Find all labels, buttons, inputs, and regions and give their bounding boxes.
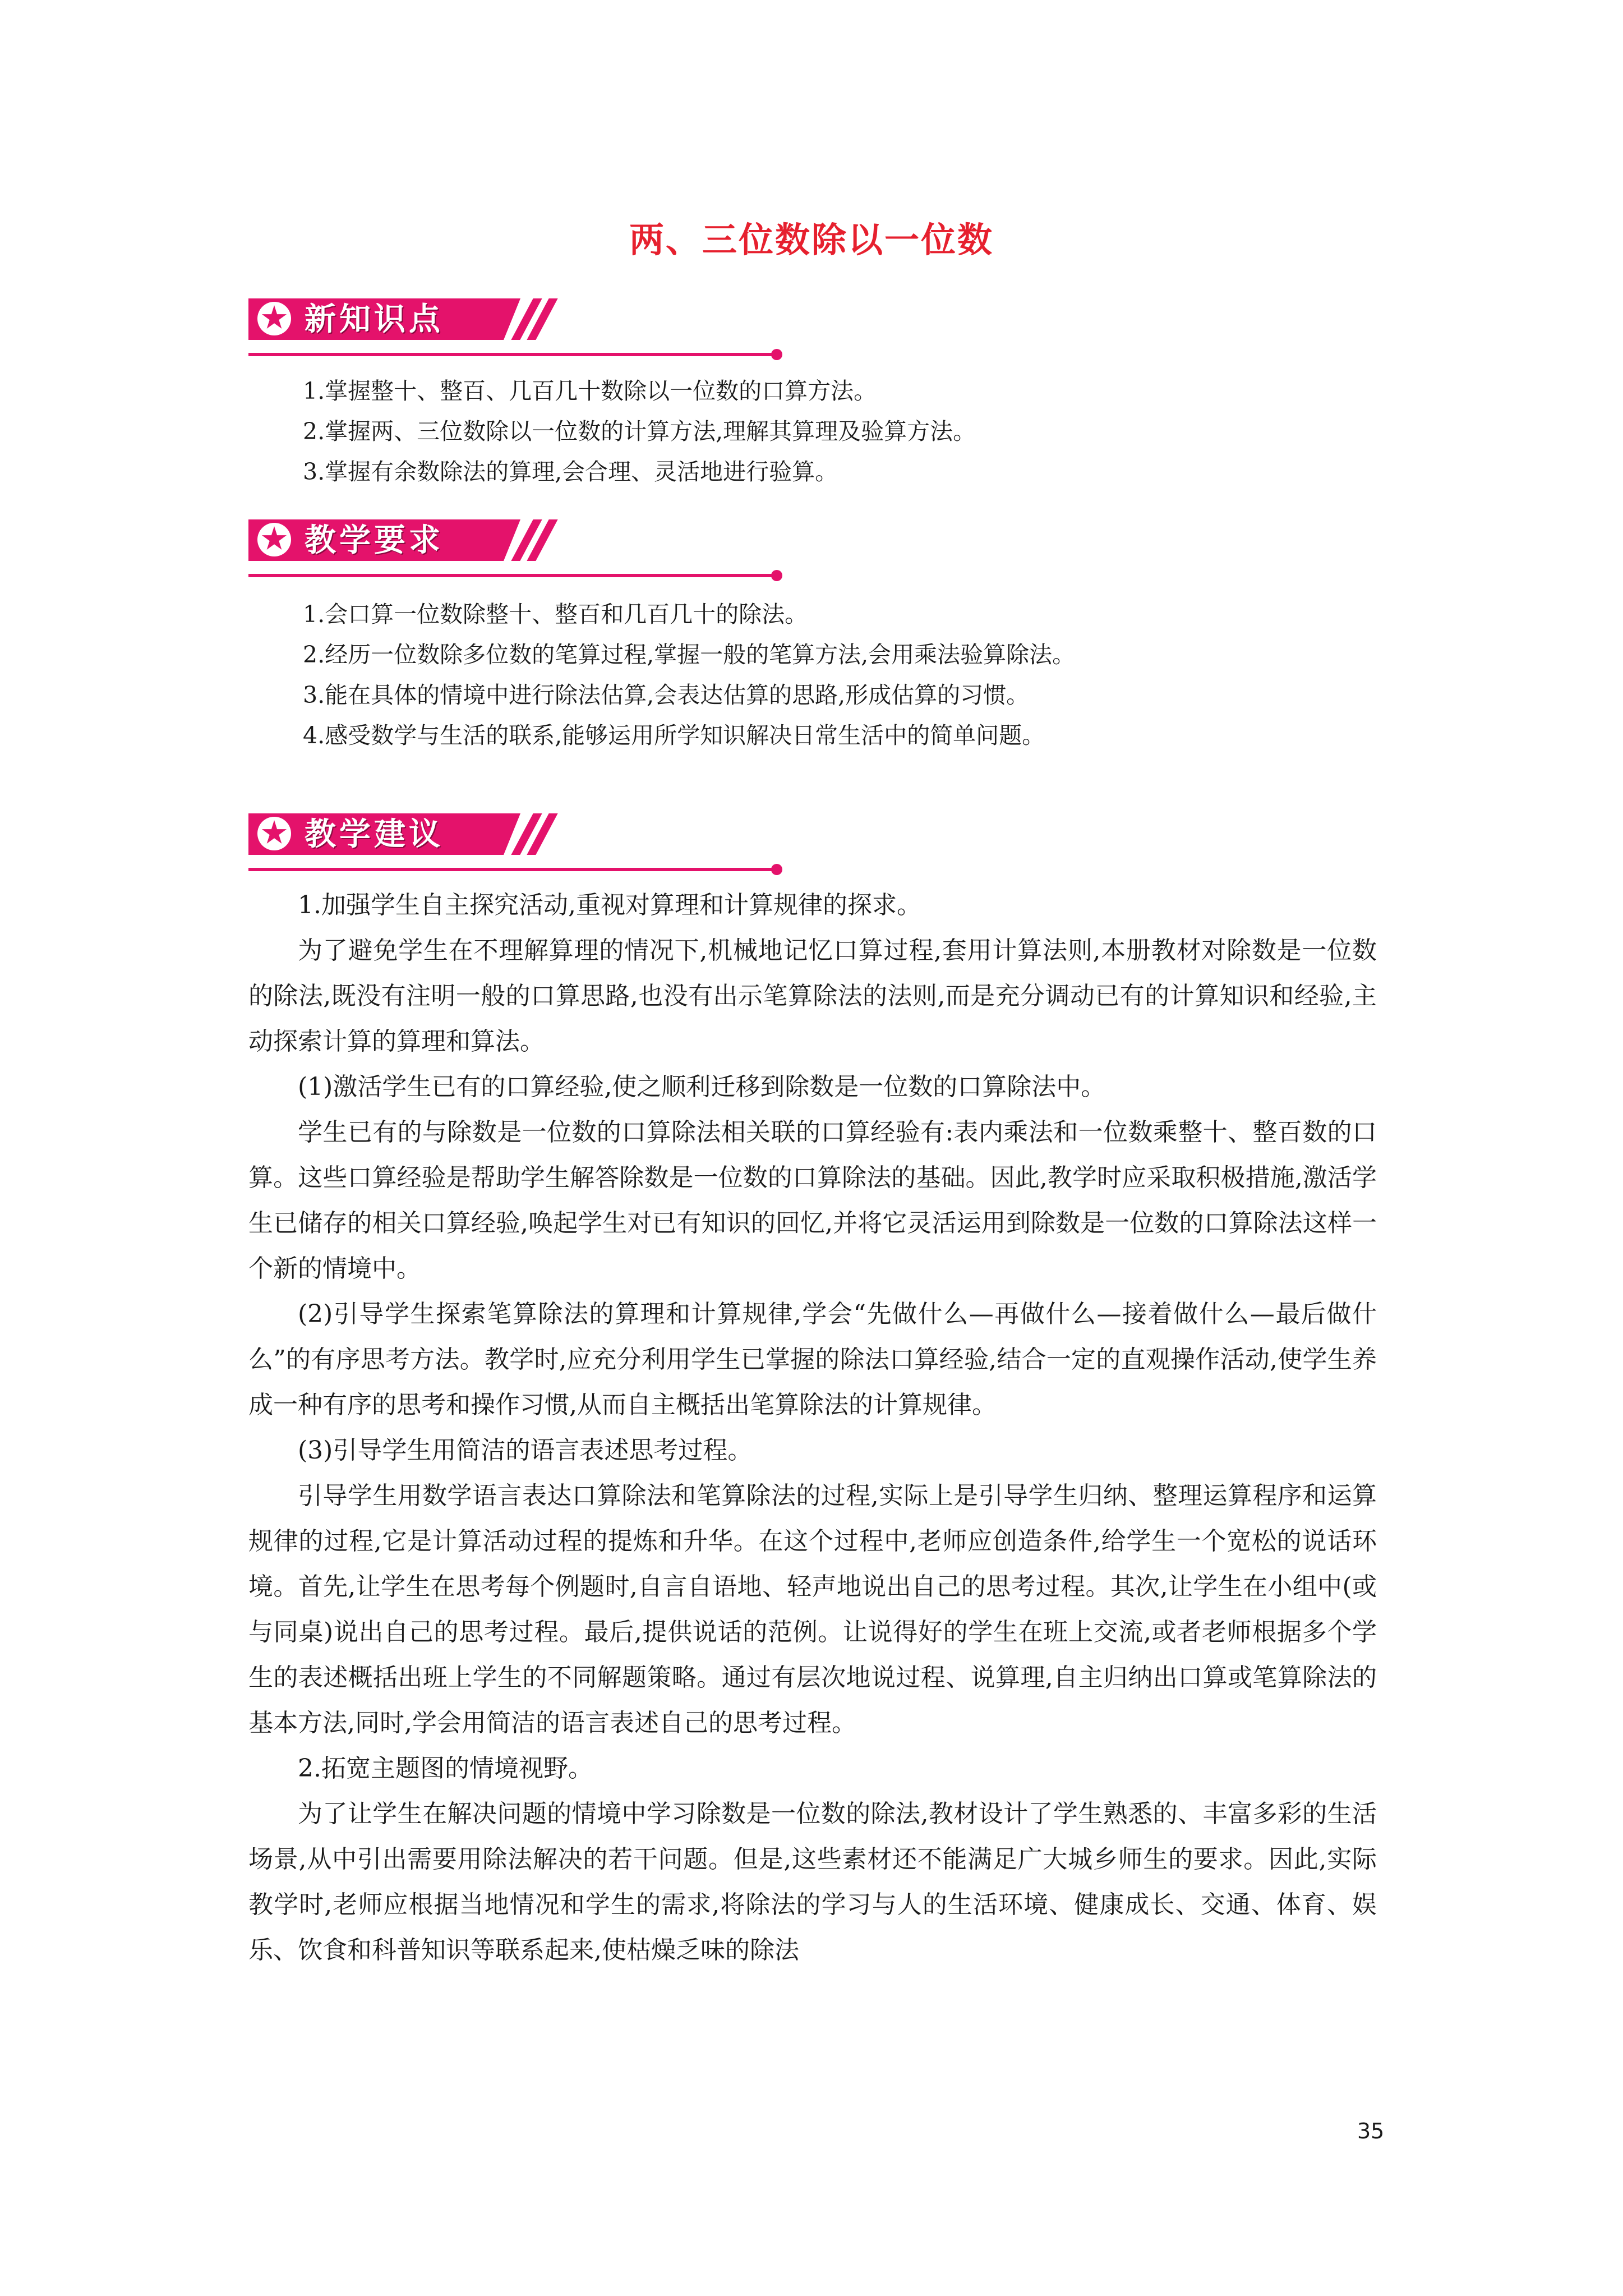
paragraph: 引导学生用数学语言表达口算除法和笔算除法的过程,实际上是引导学生归纳、整理运算程序和运算规律的过程,它是计算活动过程的提炼和升华。在这个过程中,老师应创造条件,给学生一个宽松的说话环境。首先,让学生在思考每个例题时,自言自语地、轻声地说出自己的思考过程。其次,让学生在小组中(或与同桌)说出自己的思考过程。最后,提供说话的范例。让说得好的学生在班上交流,或者老师根据多个学生的表述概括出班上学生的不同解题策略。通过有层次地说过程、说算理,自主归纳出口算或笔算除法的基本方法,同时,学会用简洁的语言表述自己的思考过程。 — [248, 1481, 1377, 1737]
section-underline — [248, 574, 774, 577]
section-underline — [248, 353, 774, 356]
section-title: 教学建议 — [305, 816, 444, 853]
knowledge-points-list — [303, 371, 1424, 492]
star-icon — [257, 302, 291, 335]
paragraph: (2)引导学生探索笔算除法的算理和计算规律,学会“先做什么—再做什么—接着做什么—最后做什么”的有序思考方法。教学时,应充分利用学生已掌握的除法口算经验,结合一定的直观操作活动,使学生养成一种有序的思考和操作习惯,从而自主概括出笔算除法的计算规律。 — [248, 1300, 1377, 1419]
star-icon — [257, 817, 291, 850]
list-item: 2.经历一位数除多位数的笔算过程,掌握一般的笔算方法,会用乘法验算除法。 — [303, 641, 1076, 668]
underline-dot — [771, 349, 782, 360]
list-item: 4.感受数学与生活的联系,能够运用所学知识解决日常生活中的简单问题。 — [303, 722, 1045, 749]
section-header-new-knowledge — [248, 298, 809, 371]
paragraph: 学生已有的与除数是一位数的口算除法相关联的口算经验有:表内乘法和一位数乘整十、整百数的口算。这些口算经验是帮助学生解答除数是一位数的口算除法的基础。因此,教学时应采取积极措施,激活学生已储存的相关口算经验,唤起学生对已有知识的回忆,并将它灵活运用到除数是一位数的口算除法这样一个新的情境中。 — [248, 1118, 1377, 1283]
paragraph: 1.加强学生自主探究活动,重视对算理和计算规律的探求。 — [298, 891, 921, 919]
star-icon — [257, 523, 291, 556]
page-title: 两、三位数除以一位数 — [629, 219, 994, 260]
list-item: 3.掌握有余数除法的算理,会合理、灵活地进行验算。 — [303, 458, 838, 485]
paragraph: 为了让学生在解决问题的情境中学习除数是一位数的除法,教材设计了学生熟悉的、丰富多彩的生活场景,从中引出需要用除法解决的若干问题。但是,这些素材还不能满足广大城乡师生的要求。因此,实际教学时,老师应根据当地情况和学生的需求,将除法的学习与人的生活环境、健康成长、交通、体育、娱乐、饮食和科普知识等联系起来,使枯燥乏味的除法 — [248, 1800, 1377, 1964]
paragraph: (1)激活学生已有的口算经验,使之顺利迁移到除数是一位数的口算除法中。 — [298, 1073, 1106, 1101]
list-item: 2.掌握两、三位数除以一位数的计算方法,理解其算理及验算方法。 — [303, 418, 976, 445]
list-item: 1.掌握整十、整百、几百几十数除以一位数的口算方法。 — [303, 378, 877, 404]
paragraph: 2.拓宽主题图的情境视野。 — [298, 1754, 593, 1783]
paragraph: 为了避免学生在不理解算理的情况下,机械地记忆口算过程,套用计算法则,本册教材对除数是一位数的除法,既没有注明一般的口算思路,也没有出示笔算除法的法则,而是充分调动已有的计算知识和经验,主动探索计算的算理和算法。 — [248, 936, 1377, 1056]
list-item: 3.能在具体的情境中进行除法估算,会表达估算的思路,形成估算的习惯。 — [303, 682, 1030, 708]
underline-dot — [771, 864, 782, 875]
section-header-suggestions — [248, 813, 809, 886]
paragraph: (3)引导学生用简洁的语言表述思考过程。 — [298, 1436, 753, 1465]
section-title: 新知识点 — [305, 301, 444, 338]
section-underline — [248, 868, 774, 871]
page-number: 35 — [1357, 2119, 1385, 2143]
underline-dot — [771, 570, 782, 581]
section-header-requirements — [248, 519, 809, 592]
section-title: 教学要求 — [305, 522, 444, 559]
suggestions-body — [248, 882, 1377, 1973]
list-item: 1.会口算一位数除整十、整百和几百几十的除法。 — [303, 601, 808, 628]
requirements-list — [303, 594, 1424, 756]
